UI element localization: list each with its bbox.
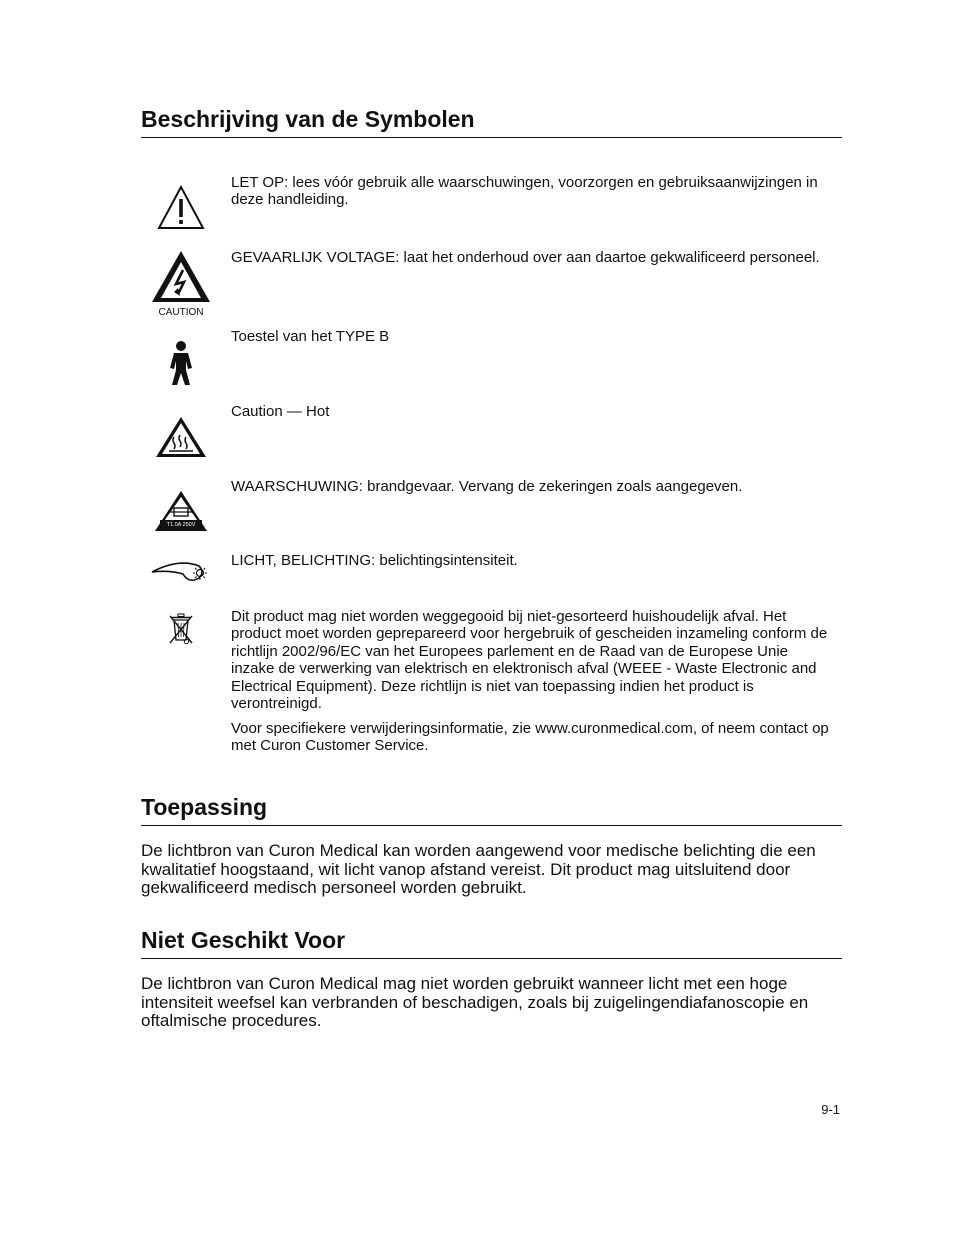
symbol-description-weee-contact: Voor specifiekere verwijderingsinformatie, zie www.curonmedical.com, of neem contact op met Curon Customer Service. bbox=[231, 720, 829, 755]
section-heading-contraindications: Niet Geschikt Voor bbox=[141, 925, 842, 959]
hot-surface-icon bbox=[146, 415, 216, 459]
caution-label: CAUTION bbox=[158, 307, 204, 318]
symbol-description-voltage: GEVAARLIJK VOLTAGE: laat het onderhoud over aan daartoe gekwalificeerd personeel. bbox=[231, 249, 820, 266]
symbol-description-hot: Caution — Hot bbox=[231, 403, 330, 420]
weee-crossed-bin-icon bbox=[146, 612, 216, 646]
fuse-icon bbox=[146, 489, 216, 533]
symbol-description-type-b: Toestel van het TYPE B bbox=[231, 328, 390, 345]
warning-exclamation-icon bbox=[146, 185, 216, 231]
page-number: 9-1 bbox=[821, 1102, 840, 1117]
symbol-description-fuse: WAARSCHUWING: brandgevaar. Vervang de zekeringen zoals aangegeven. bbox=[231, 478, 743, 495]
section-heading-application: Toepassing bbox=[141, 792, 842, 826]
high-voltage-icon bbox=[146, 248, 216, 320]
symbol-description-light: LICHT, BELICHTING: belichtingsintensiteit. bbox=[231, 552, 518, 569]
fuse-rating-label: T1.0A 250V bbox=[166, 522, 196, 528]
type-b-person-icon bbox=[146, 340, 216, 386]
section-heading-symbols: Beschrijving van de Symbolen bbox=[141, 104, 842, 138]
symbol-description-weee: Dit product mag niet worden weggegooid bij niet-gesorteerd huishoudelijk afval. Het product moet worden geprepareerd voor hergebruik of gescheiden inzameling conform de richtlijn 2002/96/EC van het Europees parlement en de Raad van de Europese Unie inzake de verwerking van elektrisch en elektronisch afval (WEEE - Waste Electronic and Electrical Equipment). Deze richtlijn is niet van toepassing indien het product is verontreinigd. bbox=[231, 608, 828, 713]
symbol-description-warning: LET OP: lees vóór gebruik alle waarschuwingen, voorzorgen en gebruiksaanwijzingen in deze handleiding. bbox=[231, 174, 818, 209]
light-intensity-knob-icon bbox=[146, 560, 216, 586]
application-paragraph: De lichtbron van Curon Medical kan worden aangewend voor medische belichting die een kwalitatief hoogstaand, wit licht vanop afstand vereist. Dit product mag uitsluitend door gekwalificeerd medisch personeel worden gebruikt. bbox=[141, 841, 816, 898]
contraindications-paragraph: De lichtbron van Curon Medical mag niet worden gebruikt wanneer licht met een hoge intensiteit weefsel kan verbranden of beschadigen, zoals bij zuigelingendiafanoscopie en oftalmische procedures. bbox=[141, 974, 809, 1031]
